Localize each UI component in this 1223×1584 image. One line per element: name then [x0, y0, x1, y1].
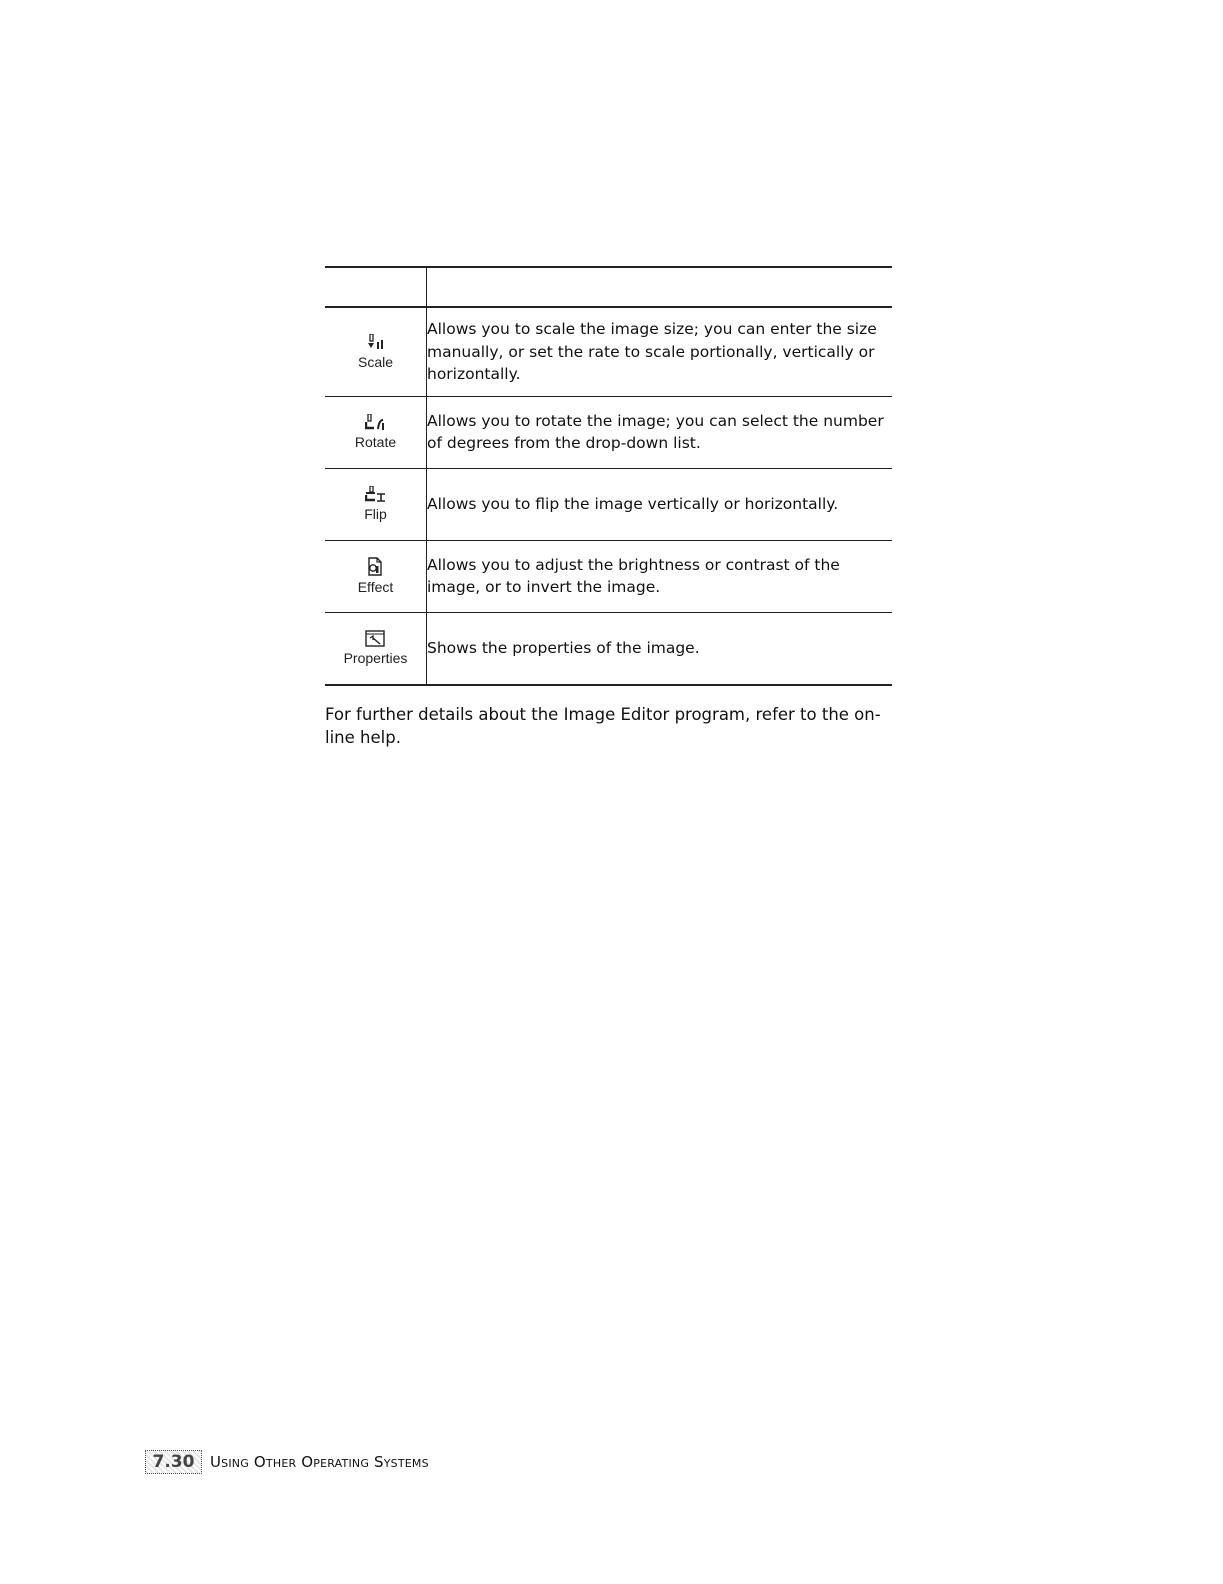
tool-cell-rotate — [325, 396, 427, 468]
table-row — [325, 396, 892, 468]
tool-description: Allows you to rotate the image; you can select the number of degrees from the drop-down list. — [427, 396, 893, 468]
header-description-column — [427, 267, 893, 307]
table-row — [325, 468, 892, 540]
tool-label: Flip — [364, 506, 387, 522]
tool-cell-flip — [325, 468, 427, 540]
table-row — [325, 612, 892, 685]
tool-description: Allows you to adjust the brightness or contrast of the image, or to invert the image. — [427, 540, 893, 612]
table-header-row — [325, 267, 892, 307]
flip-icon — [365, 486, 387, 504]
tool-description: Allows you to flip the image vertically or horizontally. — [427, 468, 893, 540]
tool-description: Allows you to scale the image size; you can enter the size manually, or set the rate to scale portionally, vertically or horizontally. — [427, 307, 893, 396]
tools-table — [325, 266, 892, 686]
tool-cell-effect — [325, 540, 427, 612]
tool-description: Shows the properties of the image. — [427, 612, 893, 685]
table-row — [325, 540, 892, 612]
tool-label: Effect — [357, 579, 394, 595]
tool-cell-properties — [325, 612, 427, 685]
tool-label: Rotate — [354, 434, 397, 450]
header-tool-column — [325, 267, 427, 307]
rotate-icon — [365, 414, 387, 432]
tool-label: Properties — [343, 650, 408, 667]
table-row — [325, 307, 892, 396]
scale-icon — [366, 334, 386, 352]
page-footer — [145, 1450, 429, 1474]
properties-icon — [364, 630, 388, 648]
running-head: Using Other Operating Systems — [210, 1453, 429, 1471]
tool-label: Scale — [357, 353, 394, 370]
effect-icon — [365, 557, 385, 577]
footnote-text: For further details about the Image Editor program, refer to the on-line help. — [325, 705, 881, 747]
page-number: 7.30 — [145, 1450, 202, 1474]
tool-cell-scale — [325, 307, 427, 396]
